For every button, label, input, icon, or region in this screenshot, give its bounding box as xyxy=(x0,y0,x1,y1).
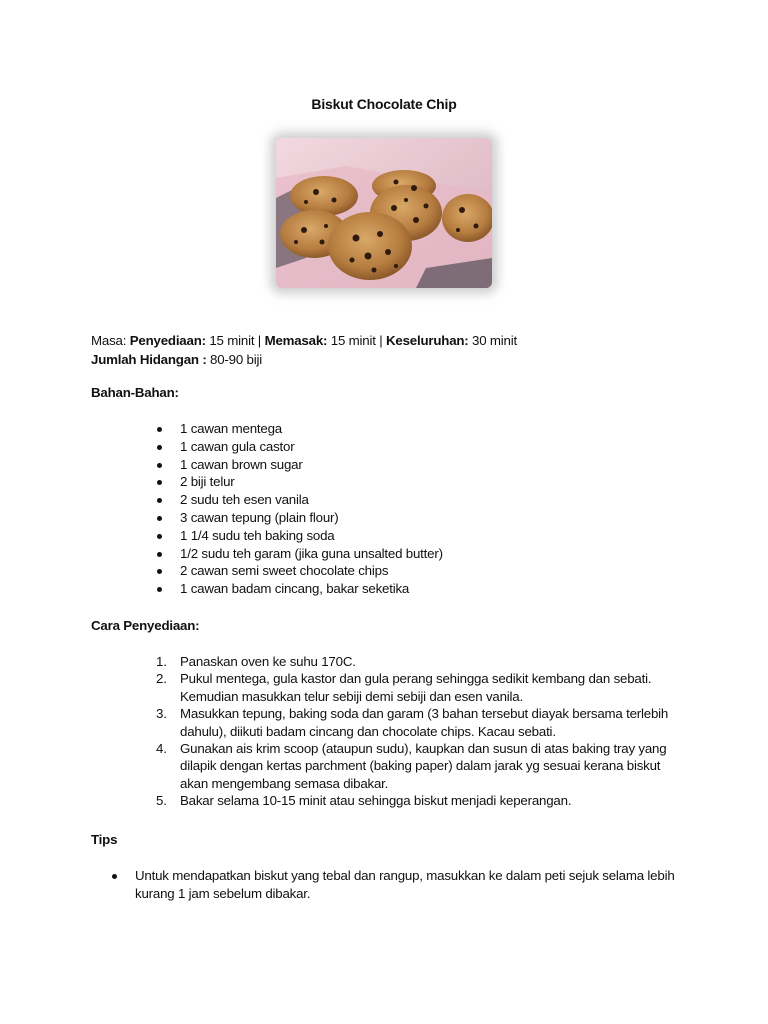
hidangan-value: 80-90 biji xyxy=(206,352,263,367)
ingredient-text: 1 cawan gula castor xyxy=(180,438,295,454)
penyediaan-label: Penyediaan: xyxy=(129,333,206,348)
step-text: Gunakan ais krim scoop (ataupun sudu), kaupkan dan susun di atas baking tray yang dilapik dengan kertas parchment (baking paper) dalam jarak yg sesuai kerana biskut akan mengembang semasa dibakar. xyxy=(180,741,667,791)
ingredient-text: 2 sudu teh esen vanila xyxy=(180,492,309,508)
document-title: Biskut Chocolate Chip xyxy=(311,96,457,112)
bullet-icon xyxy=(157,587,162,592)
ingredient-text: 1 cawan brown sugar xyxy=(180,456,303,472)
bullet-icon xyxy=(157,480,162,485)
bullet-icon xyxy=(157,552,162,557)
ingredient-text: 1/2 sudu teh garam (jika guna unsalted butter) xyxy=(180,545,443,561)
ingredient-text: 1 cawan mentega xyxy=(180,421,282,436)
bullet-icon xyxy=(157,534,162,539)
ingredients-heading: Bahan-Bahan: xyxy=(91,385,179,400)
step-number: 1. xyxy=(156,654,167,669)
list-item xyxy=(180,562,680,580)
time-line xyxy=(91,331,517,350)
bullet-icon xyxy=(157,569,162,574)
step-text: Bakar selama 10-15 minit atau sehingga biskut menjadi keperangan. xyxy=(180,793,572,809)
list-item xyxy=(180,438,680,456)
ingredient-text: 1 cawan badam cincang, bakar seketika xyxy=(180,581,410,597)
list-item xyxy=(180,420,680,438)
ingredient-text: 2 cawan semi sweet chocolate chips xyxy=(180,563,389,579)
step-text: Masukkan tepung, baking soda dan garam (3 bahan tersebut diayak bersama terlebih dahulu), diikuti badam cincang dan chocolate chips. Kacau sebati. xyxy=(180,706,669,739)
bullet-icon xyxy=(157,516,162,521)
list-item xyxy=(180,456,680,474)
servings-line xyxy=(91,350,517,369)
ingredient-text: 1 1/4 sudu teh baking soda xyxy=(180,527,335,543)
list-item xyxy=(135,867,675,903)
penyediaan-value: 15 minit | xyxy=(205,333,265,348)
tips-heading: Tips xyxy=(91,832,118,847)
step-text: Pukul mentega, gula kastor dan gula perang sehingga sedikit kembang dan sebati. Kemudian masukkan telur sebiji demi sebiji dan esen vanila. xyxy=(180,671,652,704)
list-item xyxy=(156,705,680,740)
hidangan-label: Jumlah Hidangan : xyxy=(91,352,207,367)
list-item xyxy=(156,670,680,705)
list-item xyxy=(180,491,680,509)
cookies-photo xyxy=(276,138,492,288)
method-steps xyxy=(156,653,680,810)
keseluruhan-label: Keseluruhan: xyxy=(385,333,469,348)
ingredients-list xyxy=(180,420,680,598)
step-number: 3. xyxy=(156,706,167,722)
cookies-photo-icon xyxy=(276,138,492,288)
step-text: Panaskan oven ke suhu 170C. xyxy=(180,654,356,669)
masa-label: Masa: xyxy=(91,333,130,348)
bullet-icon xyxy=(157,427,162,432)
list-item xyxy=(156,740,680,792)
ingredient-text: 3 cawan tepung (plain flour) xyxy=(180,509,339,525)
step-number: 2. xyxy=(156,671,167,687)
list-item xyxy=(156,792,680,809)
bullet-icon xyxy=(157,463,162,468)
list-item xyxy=(180,527,680,545)
memasak-value: 15 minit | xyxy=(327,333,386,348)
tip-text: Untuk mendapatkan biskut yang tebal dan rangup, masukkan ke dalam peti sejuk selama lebih kurang 1 jam sebelum dibakar. xyxy=(135,868,675,901)
ingredient-text: 2 biji telur xyxy=(180,474,235,490)
bullet-icon xyxy=(157,445,162,450)
list-item xyxy=(180,580,680,598)
list-item xyxy=(180,509,680,527)
bullet-icon xyxy=(112,874,117,879)
tips-list xyxy=(135,867,675,903)
list-item xyxy=(180,473,680,491)
step-number: 4. xyxy=(156,741,167,757)
recipe-meta xyxy=(91,331,517,369)
method-heading: Cara Penyediaan: xyxy=(91,618,200,633)
bullet-icon xyxy=(157,498,162,503)
keseluruhan-value: 30 minit xyxy=(468,333,517,348)
list-item xyxy=(180,545,680,563)
list-item xyxy=(156,653,680,670)
step-number: 5. xyxy=(156,793,167,809)
memasak-label: Memasak: xyxy=(264,333,328,348)
